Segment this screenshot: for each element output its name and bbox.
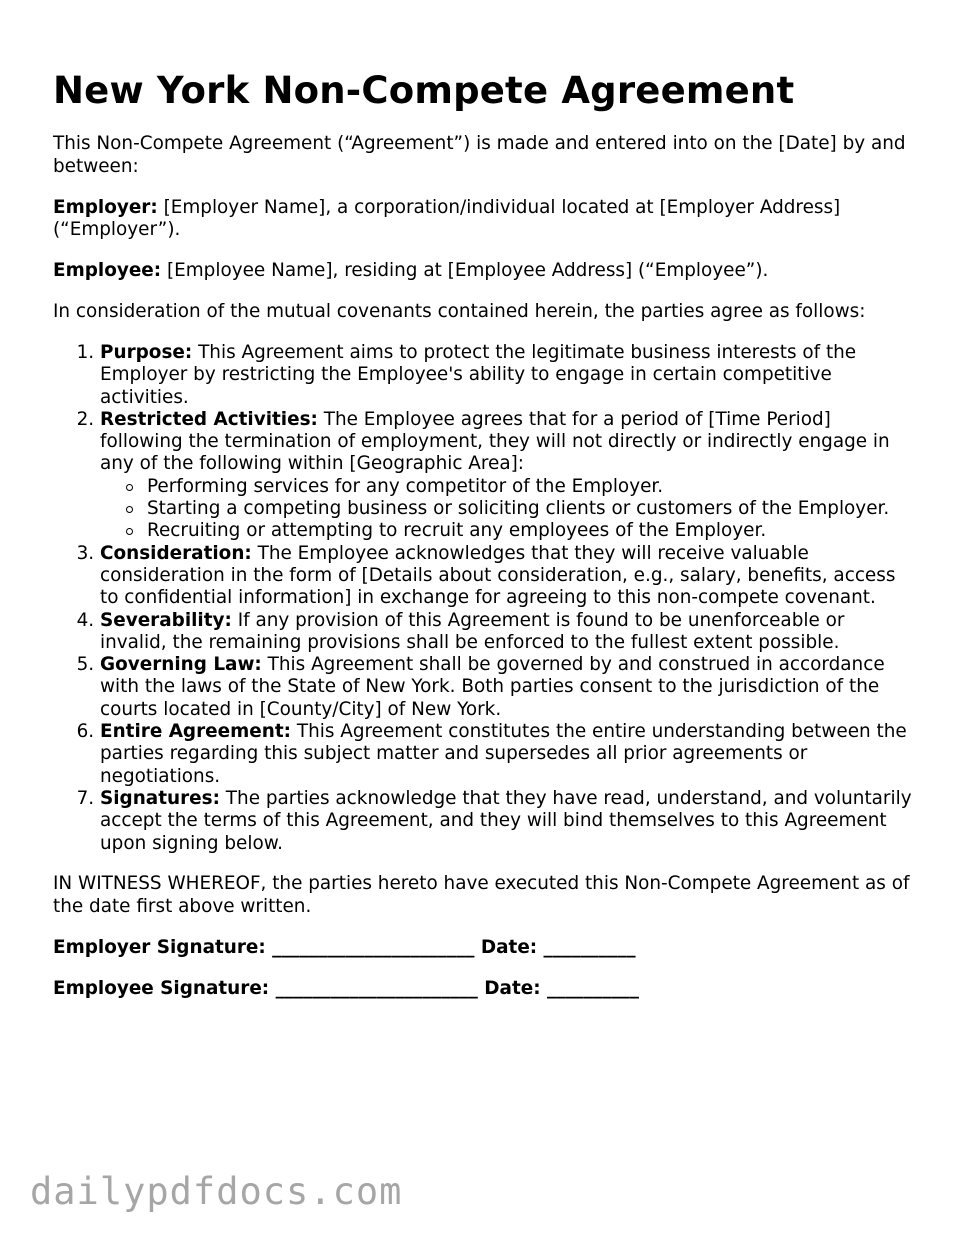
witness-paragraph: IN WITNESS WHEREOF, the parties hereto have executed this Non-Compete Agreement as of the date first above written. bbox=[53, 873, 910, 917]
restricted-activities-list bbox=[100, 476, 913, 543]
section-heading: Consideration: bbox=[100, 542, 252, 564]
section-heading: Signatures: bbox=[100, 787, 220, 809]
section-text: This Agreement shall be governed by and construed in accordance with the laws of the State of New York. Both parties consent to the jurisdiction of the courts located in [County/City] of New York. bbox=[100, 654, 885, 720]
sections-list bbox=[53, 342, 913, 855]
section-heading: Severability: bbox=[100, 609, 232, 631]
section-text: If any provision of this Agreement is found to be unenforceable or invalid, the remaining provisions shall be enforced to the fullest extent possible. bbox=[100, 609, 845, 653]
section-heading: Restricted Activities: bbox=[100, 408, 318, 430]
employer-text: [Employer Name], a corporation/individual located at [Employer Address] (“Employer”). bbox=[53, 196, 841, 240]
section-heading: Entire Agreement: bbox=[100, 721, 291, 743]
section-signatures bbox=[100, 788, 913, 855]
document-page bbox=[53, 66, 913, 1019]
list-item: Recruiting or attempting to recruit any employees of the Employer. bbox=[147, 520, 913, 542]
section-severability bbox=[100, 610, 913, 655]
list-item: Performing services for any competitor of the Employer. bbox=[147, 476, 913, 498]
section-purpose bbox=[100, 342, 913, 409]
consideration-intro: In consideration of the mutual covenants contained herein, the parties agree as follows: bbox=[53, 301, 866, 322]
section-heading: Purpose: bbox=[100, 342, 193, 363]
section-text: The Employee acknowledges that they will receive valuable consideration in the form of [Details about consideration, e.g., salary, benefits, access to confidential information] in exchange for agreeing to this non-compete covenant. bbox=[100, 542, 896, 609]
section-consideration bbox=[100, 543, 913, 610]
section-text: This Agreement constitutes the entire understanding between the parties regarding this subject matter and supersedes all prior agreements or negotiations. bbox=[100, 721, 907, 787]
employee-label: Employee: bbox=[53, 260, 162, 281]
section-heading: Governing Law: bbox=[100, 654, 262, 676]
intro-paragraph: This Non-Compete Agreement (“Agreement”) is made and entered into on the [Date] by and between: bbox=[53, 133, 906, 177]
list-item: Starting a competing business or soliciting clients or customers of the Employer. bbox=[147, 498, 913, 520]
section-text: The parties acknowledge that they have read, understand, and voluntarily accept the terms of this Agreement, and they will bind themselves to this Agreement upon signing below. bbox=[100, 787, 912, 854]
section-entire-agreement bbox=[100, 721, 913, 788]
section-restricted-activities bbox=[100, 409, 913, 543]
section-text: The Employee agrees that for a period of [Time Period] following the termination of employment, they will not directly or indirectly engage in any of the following within [Geographic Area]: bbox=[100, 408, 890, 475]
employee-paragraph bbox=[53, 260, 913, 283]
watermark: dailypdfdocs.com bbox=[30, 1170, 403, 1213]
section-governing-law bbox=[100, 654, 913, 721]
employee-signature-line[interactable]: Employee Signature: ______________________ Date: __________ bbox=[53, 977, 639, 999]
page-title: New York Non-Compete Agreement bbox=[53, 69, 795, 112]
section-text: This Agreement aims to protect the legitimate business interests of the Employer by restricting the Employee's ability to engage in certain competitive activities. bbox=[100, 342, 857, 408]
employer-paragraph bbox=[53, 197, 913, 242]
employee-text: [Employee Name], residing at [Employee Address] (“Employee”). bbox=[161, 260, 769, 281]
employer-label: Employer: bbox=[53, 196, 158, 218]
employer-signature-line[interactable]: Employer Signature: ______________________ Date: __________ bbox=[53, 936, 636, 958]
